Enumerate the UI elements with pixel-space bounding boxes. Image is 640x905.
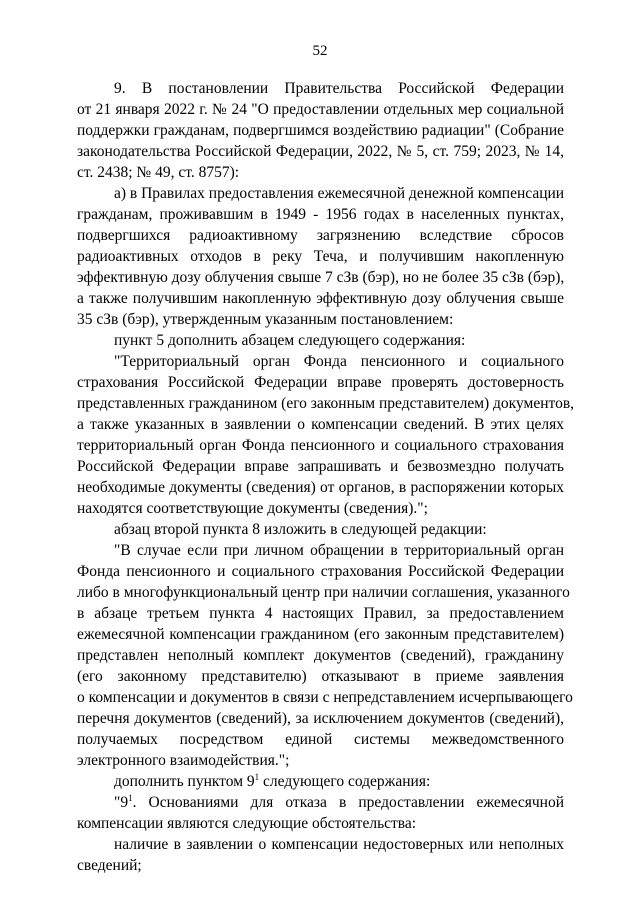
text-line: а) в Правилах предоставления ежемесячной денежной компенсации xyxy=(114,185,565,202)
text-line: наличие в заявлении о компенсации недостоверных или неполных xyxy=(114,836,564,853)
text-line: Фонда пенсионного и социального страхования Российской Федерации xyxy=(77,563,564,580)
text-line: радиоактивных отходов в реку Теча, и получившим накопленную xyxy=(77,248,564,265)
text-line: необходимые документы (сведения) от органов, в распоряжении которых xyxy=(77,479,564,496)
text-fragment: следующего содержания: xyxy=(259,773,431,790)
text-line: представлен неполный комплект документов (сведений), гражданину xyxy=(77,647,564,664)
text-line: а также получившим накопленную эффективную дозу облучения свыше xyxy=(77,290,564,307)
text-line: 35 сЗв (бэр), утвержденным указанным постановлением: xyxy=(77,311,454,328)
text-line: законодательства Российской Федерации, 2022, № 5, ст. 759; 2023, № 14, xyxy=(77,143,564,160)
text-fragment: дополнить пунктом 9 xyxy=(114,773,255,790)
text-line: 9. В постановлении Правительства Российской Федерации xyxy=(114,80,564,97)
text-line: подвергшихся радиоактивному загрязнению вследствие сбросов xyxy=(77,227,564,244)
text-line: эффективную дозу облучения свыше 7 сЗв (бэр), но не более 35 сЗв (бэр), xyxy=(77,269,565,286)
page-number: 52 xyxy=(312,43,328,59)
text-line: страхования Российской Федерации вправе проверять достоверность xyxy=(77,374,564,391)
text-line: гражданам, проживавшим в 1949 - 1956 годах в населенных пунктах, xyxy=(77,206,564,223)
text-fragment: "9 xyxy=(114,794,129,811)
text-line: находятся соответствующие документы (сведения)."; xyxy=(77,500,428,517)
superscript: 1 xyxy=(254,772,260,782)
superscript: 1 xyxy=(128,793,133,803)
text-line: представленных гражданином (его законным представителем) документов, xyxy=(77,395,575,412)
text-line: "Территориальный орган Фонда пенсионного и социального xyxy=(114,353,564,370)
text-line: пункт 5 дополнить абзацем следующего содержания: xyxy=(114,332,466,349)
text-line: сведений; xyxy=(77,857,142,874)
text-line: "В случае если при личном обращении в территориальный орган xyxy=(114,542,564,559)
text-line: а также указанных в заявлении о компенсации сведений. В этих целях xyxy=(77,416,564,433)
text-line: либо в многофункциональный центр при наличии соглашения, указанного xyxy=(77,584,570,601)
text-line: ежемесячной компенсации гражданином (его законным представителем) xyxy=(77,626,564,643)
text-line: абзац второй пункта 8 изложить в следующей редакции: xyxy=(114,521,487,538)
text-line: в абзаце третьем пункта 4 настоящих Правил, за предоставлением xyxy=(77,605,564,622)
text-line: электронного взаимодействия."; xyxy=(77,752,290,769)
text-line: от 21 января 2022 г. № 24 "О предоставлении отдельных мер социальной xyxy=(77,101,564,118)
text-line: ст. 2438; № 49, ст. 8757): xyxy=(77,164,240,181)
text-line: Российской Федерации вправе запрашивать и безвозмездно получать xyxy=(77,458,564,475)
text-line: (его законному представителю) отказывают в приеме заявления xyxy=(77,668,564,685)
text-line: перечня документов (сведений), за исключением документов (сведений), xyxy=(77,710,564,727)
text-line: компенсации являются следующие обстоятельства: xyxy=(77,815,417,832)
text-line xyxy=(114,793,564,813)
text-line: территориальный орган Фонда пенсионного и социального страхования xyxy=(77,437,564,454)
text-line: поддержки гражданам, подвергшимся воздействию радиации" (Собрание xyxy=(77,122,564,139)
text-fragment: . Основаниями для отказа в предоставлении ежемесячной xyxy=(132,794,564,811)
text-line xyxy=(114,772,564,792)
text-line: о компенсации и документов в связи с непредставлением исчерпывающего xyxy=(77,689,573,706)
text-line: получаемых посредством единой системы межведомственного xyxy=(77,731,564,748)
